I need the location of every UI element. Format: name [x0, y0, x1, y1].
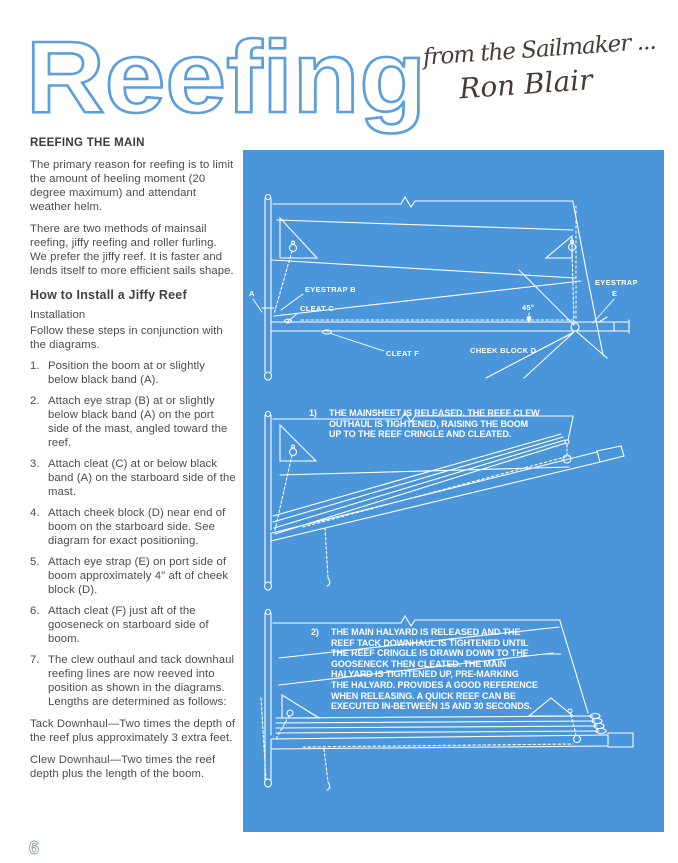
- diagram-3-caption: [311, 627, 538, 712]
- caption-number: 1): [309, 408, 317, 418]
- label-eyestrap-e-word: EYESTRAP: [595, 278, 638, 287]
- tack-downhaul-note: Tack Downhaul—Two times the depth of the reef plus approximately 3 extra feet.: [30, 718, 236, 744]
- reefing-line-on-boom: [303, 456, 569, 527]
- step-item-2: [30, 394, 236, 450]
- diagram-2-caption: [309, 408, 540, 440]
- step-text: Attach cheek block (D) near end of boom on the starboard side. See diagram for exact positioning.: [48, 507, 226, 547]
- step-item-3: [30, 457, 236, 499]
- break-symbol: [401, 616, 415, 626]
- cheek-block-marker: [574, 736, 581, 743]
- step-text: Attach cleat (C) at or below black band (A) on the starboard side of the mast.: [48, 458, 236, 498]
- label-cheek-block-d: CHEEK BLOCK D: [470, 346, 537, 355]
- byline-signature: [422, 27, 678, 107]
- installation-intro: Follow these steps in conjunction with the diagrams.: [30, 325, 223, 351]
- page-title: Reefing: [26, 20, 426, 134]
- step-number: 1.: [30, 360, 40, 372]
- label-eyestrap-b: EYESTRAP B: [305, 285, 356, 294]
- step-text: Position the boom at or slightly below black band (A).: [48, 360, 206, 386]
- caption-text: THE MAIN HALYARD IS RELEASED AND THE REEF TACK DOWNHAUL IS TIGHTENED UNTIL THE REEF CRINGLE IS DRAWN DOWN TO THE GOOSENECK THEN CLEATED. THE MAIN HALYARD IS TIGHTENED UP, PRE-MARKING THE HALYARD. PROVIDES A GOOD REFERENCE WHEN RELEASING. A QUICK REEF CAN BE EXECUTED IN-BETWEEN 15 AND 30 SECONDS.: [331, 627, 538, 712]
- byline-line2: Ron Blair: [458, 63, 594, 106]
- label-45-degrees: 45°: [522, 303, 535, 312]
- step-item-4: [30, 506, 236, 548]
- boom-end-fitting: [608, 733, 633, 747]
- mast: [261, 610, 272, 788]
- step-item-6: [30, 604, 236, 646]
- step-number: 5.: [30, 556, 40, 568]
- step-text: Attach eye strap (E) on port side of boom approximately 4" aft of cheek block (D).: [48, 556, 229, 596]
- label-cleat-c: CLEAT C: [300, 304, 335, 313]
- label-eyestrap-e-letter: E: [612, 289, 618, 298]
- page-number: 6: [29, 838, 40, 858]
- reef-patch-right: [546, 236, 576, 322]
- step-number: 4.: [30, 507, 40, 519]
- label-a: A: [249, 289, 255, 298]
- clew-downhaul-note: Clew Downhaul—Two times the reef depth plus the length of the boom.: [30, 754, 216, 780]
- step-text: Attach eye strap (B) at or slightly below black band (A) on the port side of the mast, angled toward the reef.: [48, 395, 228, 449]
- step-text: The clew outhaul and tack downhaul reefing lines are now reeved into position as shown in the diagrams. Lengths are determined as follows:: [48, 654, 235, 708]
- reefed-sail-bundle: [276, 714, 606, 734]
- page-number-graphic: [27, 835, 49, 861]
- diagram-1-hardware-layout: [249, 195, 638, 381]
- step-number: 3.: [30, 458, 40, 470]
- step-item-7: [30, 653, 236, 709]
- caption-text: THE MAINSHEET IS RELEASED. THE REEF CLEW OUTHAUL IS TIGHTENED, RAISING THE BOOM UP TO THE REEF CRINGLE AND CLEATED.: [329, 408, 540, 440]
- leech: [568, 417, 573, 440]
- reef-cringle-marker: [565, 440, 569, 444]
- tack-downhaul-hanging: [325, 528, 330, 586]
- eyestrap-marker: [287, 710, 293, 716]
- article-column: [30, 136, 236, 781]
- diagram-panel: [243, 150, 664, 832]
- step-number: 7.: [30, 654, 40, 666]
- mast: [265, 412, 272, 591]
- step-item-1: [30, 359, 236, 387]
- page-title-graphic: [20, 20, 440, 142]
- boom-end-fitting: [597, 446, 624, 462]
- step-item-5: [30, 555, 236, 597]
- sail-foot-gathered-lines: [273, 434, 566, 534]
- label-cleat-f: CLEAT F: [386, 349, 420, 358]
- installation-label: Installation: [30, 309, 86, 321]
- diagram-drawing: [243, 150, 664, 832]
- mast: [262, 195, 274, 381]
- tack-downhaul-hanging: [324, 749, 330, 790]
- paragraph-2: There are two methods of mainsail reefing, jiffy reefing and roller furling. We prefer the jiffy reef. It is faster and lends itself to more efficient sails shape.: [30, 223, 234, 277]
- caption-number: 2): [311, 627, 319, 637]
- paragraph-1: The primary reason for reefing is to limit the amount of heeling moment (20 degree maximum) and attendant weather helm.: [30, 159, 234, 213]
- eyestrap-e-marker: [568, 709, 572, 713]
- section-heading-how-to-install: How to Install a Jiffy Reef: [30, 288, 187, 302]
- section-heading-reefing-the-main: REEFING THE MAIN: [30, 137, 145, 149]
- byline-line1: from the Sailmaker ...: [422, 28, 657, 71]
- step-number: 6.: [30, 605, 40, 617]
- step-number: 2.: [30, 395, 40, 407]
- step-list: [30, 359, 236, 709]
- leech: [560, 621, 588, 713]
- cheek-block-d-marker: [571, 323, 579, 331]
- step-text: Attach cleat (F) just aft of the gooseneck on starboard side of boom.: [48, 605, 209, 645]
- break-symbol: [401, 197, 415, 207]
- eyestrap-b-marker: [290, 245, 297, 252]
- eyestrap-b-marker: [290, 449, 297, 456]
